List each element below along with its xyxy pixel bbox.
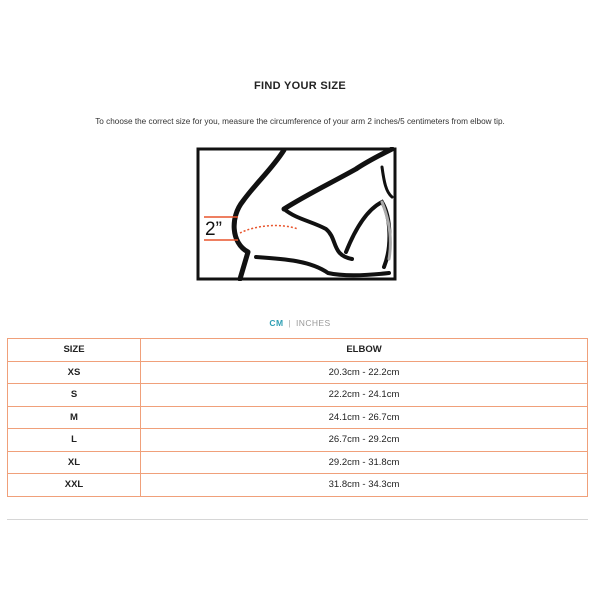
- page-title: FIND YOUR SIZE: [253, 80, 346, 92]
- size-chart-table: [7, 338, 588, 497]
- unit-separator: |: [288, 318, 292, 328]
- size-cell: XL: [8, 451, 141, 474]
- table-row: [8, 451, 588, 474]
- elbow-range-cell: 31.8cm - 34.3cm: [141, 474, 588, 497]
- elbow-range-cell: 29.2cm - 31.8cm: [141, 451, 588, 474]
- size-cell: L: [8, 429, 141, 452]
- bottom-divider: [7, 519, 588, 520]
- size-cell: XS: [8, 361, 141, 384]
- elbow-measurement-diagram: [196, 147, 397, 281]
- size-cell: S: [8, 384, 141, 407]
- table-row: [8, 384, 588, 407]
- table-header-row: [8, 339, 588, 362]
- table-row: [8, 361, 588, 384]
- elbow-column-header: ELBOW: [141, 339, 588, 362]
- table-row: [8, 474, 588, 497]
- size-column-header: SIZE: [8, 339, 141, 362]
- measure-label: 2”: [205, 219, 222, 240]
- size-cell: XXL: [8, 474, 141, 497]
- elbow-range-cell: 22.2cm - 24.1cm: [141, 384, 588, 407]
- table-row: [8, 429, 588, 452]
- table-row: [8, 406, 588, 429]
- unit-toggle: [0, 318, 600, 328]
- elbow-range-cell: 26.7cm - 29.2cm: [141, 429, 588, 452]
- measuring-instructions: To choose the correct size for you, measure the circumference of your arm 2 inches/5 centimeters from elbow tip.: [95, 117, 505, 126]
- unit-inches-option[interactable]: INCHES: [296, 318, 331, 328]
- size-cell: M: [8, 406, 141, 429]
- elbow-range-cell: 20.3cm - 22.2cm: [141, 361, 588, 384]
- elbow-range-cell: 24.1cm - 26.7cm: [141, 406, 588, 429]
- unit-cm-option[interactable]: CM: [269, 318, 284, 328]
